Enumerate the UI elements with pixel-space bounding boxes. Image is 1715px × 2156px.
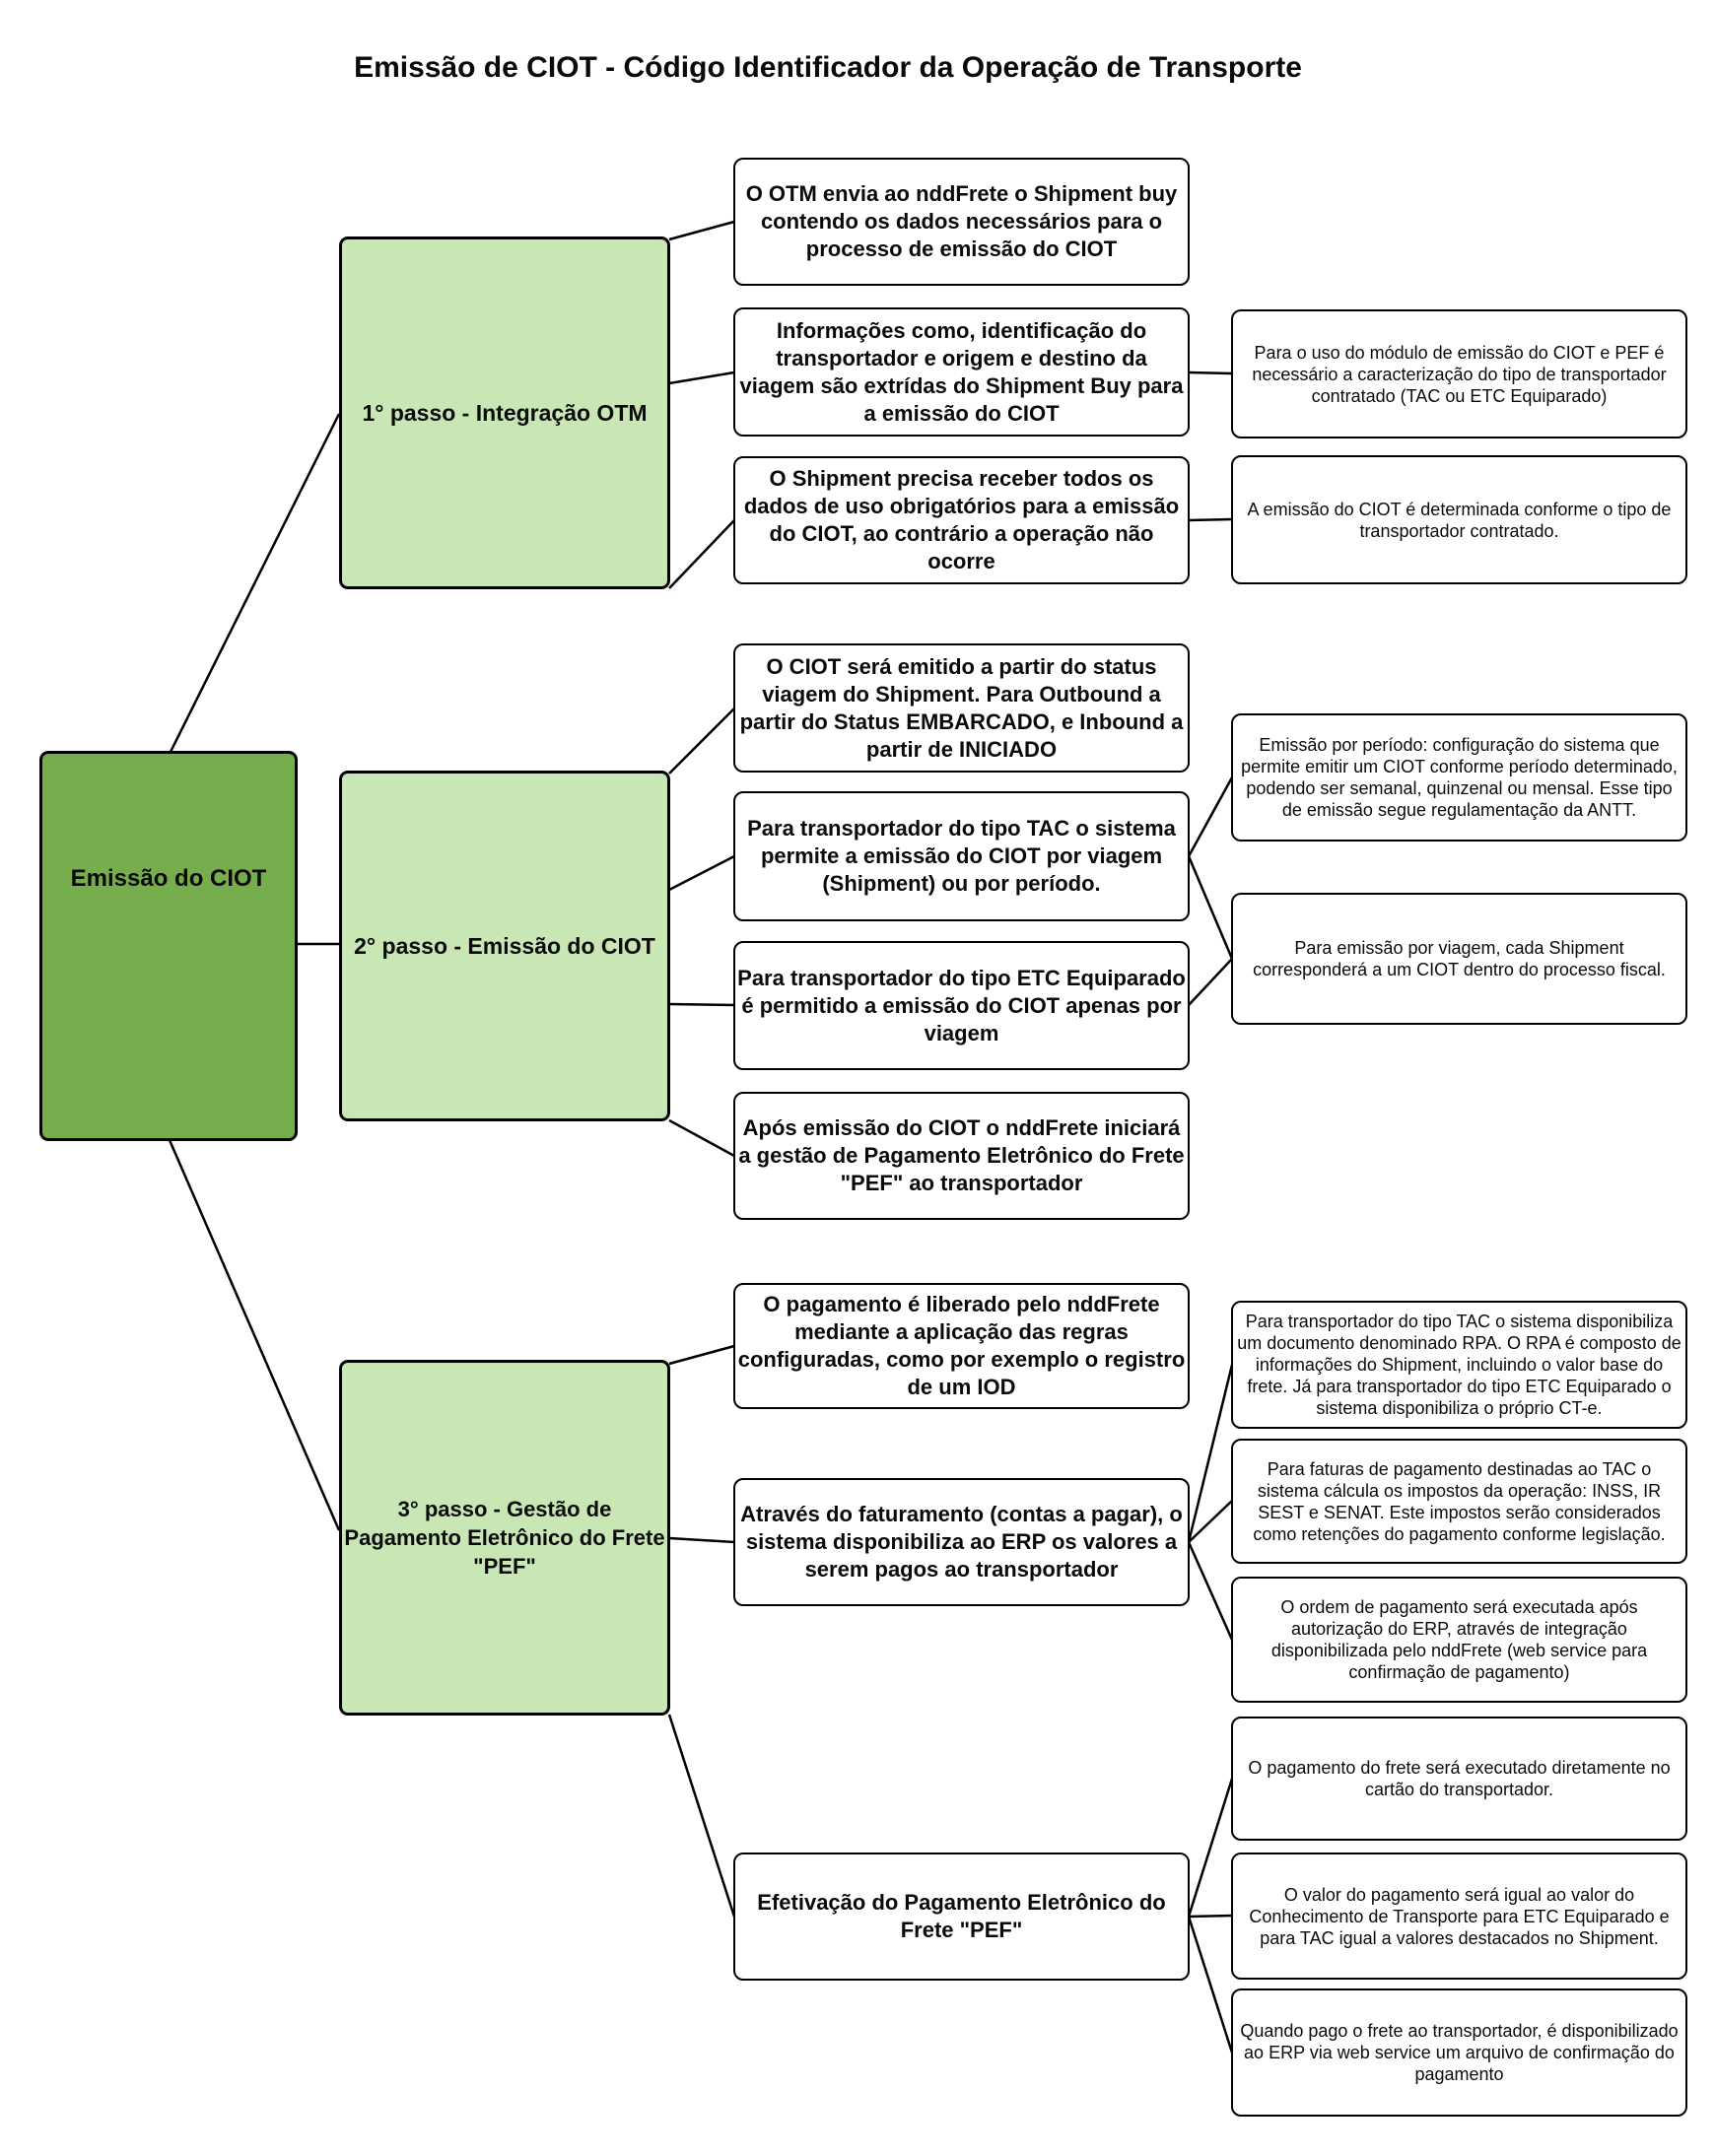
- step2-detail-4: Após emissão do CIOT o nddFrete iniciará a gestão de Pagamento Eletrônico do Frete "PEF" ao transportador: [733, 1092, 1190, 1220]
- step2-note-2: Para emissão por viagem, cada Shipment corresponderá a um CIOT dentro do processo fiscal.: [1231, 893, 1687, 1025]
- node-step-3: 3° passo - Gestão de Pagamento Eletrônico do Frete "PEF": [339, 1360, 670, 1716]
- step3-detail-1: O pagamento é liberado pelo nddFrete mediante a aplicação das regras configuradas, como por exemplo o registro de um IOD: [733, 1283, 1190, 1409]
- step1-note-1: Para o uso do módulo de emissão do CIOT e PEF é necessário a caracterização do tipo de transportador contratado (TAC ou ETC Equiparado): [1231, 309, 1687, 438]
- node-root-emissao-ciot: Emissão do CIOT: [39, 751, 298, 1141]
- step2-note-1: Emissão por período: configuração do sistema que permite emitir um CIOT conforme período determinado, podendo ser semanal, quinzenal ou mensal. Esse tipo de emissão segue regulamentação da ANTT.: [1231, 713, 1687, 842]
- step1-detail-1: O OTM envia ao nddFrete o Shipment buy contendo os dados necessários para o processo de emissão do CIOT: [733, 158, 1190, 286]
- node-step-1: 1° passo - Integração OTM: [339, 236, 670, 589]
- step2-detail-1: O CIOT será emitido a partir do status viagem do Shipment. Para Outbound a partir do Status EMBARCADO, e Inbound a partir de INICIADO: [733, 643, 1190, 773]
- step1-detail-3: O Shipment precisa receber todos os dados de uso obrigatórios para a emissão do CIOT, ao contrário a operação não ocorre: [733, 456, 1190, 584]
- step3-detail-3: Efetivação do Pagamento Eletrônico do Frete "PEF": [733, 1853, 1190, 1981]
- node-step-2: 2° passo - Emissão do CIOT: [339, 771, 670, 1121]
- step2-detail-2: Para transportador do tipo TAC o sistema permite a emissão do CIOT por viagem (Shipment) ou por período.: [733, 791, 1190, 921]
- step3-note-6: Quando pago o frete ao transportador, é disponibilizado ao ERP via web service um arquivo de confirmação do pagamento: [1231, 1988, 1687, 2117]
- step3-detail-2: Através do faturamento (contas a pagar), o sistema disponibiliza ao ERP os valores a serem pagos ao transportador: [733, 1478, 1190, 1606]
- step1-note-2: A emissão do CIOT é determinada conforme o tipo de transportador contratado.: [1231, 455, 1687, 584]
- step3-note-4: O pagamento do frete será executado diretamente no cartão do transportador.: [1231, 1717, 1687, 1841]
- step3-note-1: Para transportador do tipo TAC o sistema disponibiliza um documento denominado RPA. O RPA é composto de informações do Shipment, incluindo o valor base do frete. Já para transportador do tipo ETC Equiparado o sistema disponibiliza o próprio CT-e.: [1231, 1301, 1687, 1429]
- step3-note-5: O valor do pagamento será igual ao valor do Conhecimento de Transporte para ETC Equiparado e para TAC igual a valores destacados no Shipment.: [1231, 1853, 1687, 1980]
- step2-detail-3: Para transportador do tipo ETC Equiparado é permitido a emissão do CIOT apenas por viagem: [733, 941, 1190, 1070]
- step3-note-3: O ordem de pagamento será executada após autorização do ERP, através de integração disponibilizada pelo nddFrete (web service para confirmação de pagamento): [1231, 1577, 1687, 1703]
- step1-detail-2: Informações como, identificação do transportador e origem e destino da viagem são extrídas do Shipment Buy para a emissão do CIOT: [733, 307, 1190, 437]
- diagram-title: Emissão de CIOT - Código Identificador da Operação de Transporte: [354, 51, 1302, 84]
- step3-note-2: Para faturas de pagamento destinadas ao TAC o sistema cálcula os impostos da operação: INSS, IR SEST e SENAT. Este impostos serão considerados como retenções do pagamento conforme legislação.: [1231, 1439, 1687, 1564]
